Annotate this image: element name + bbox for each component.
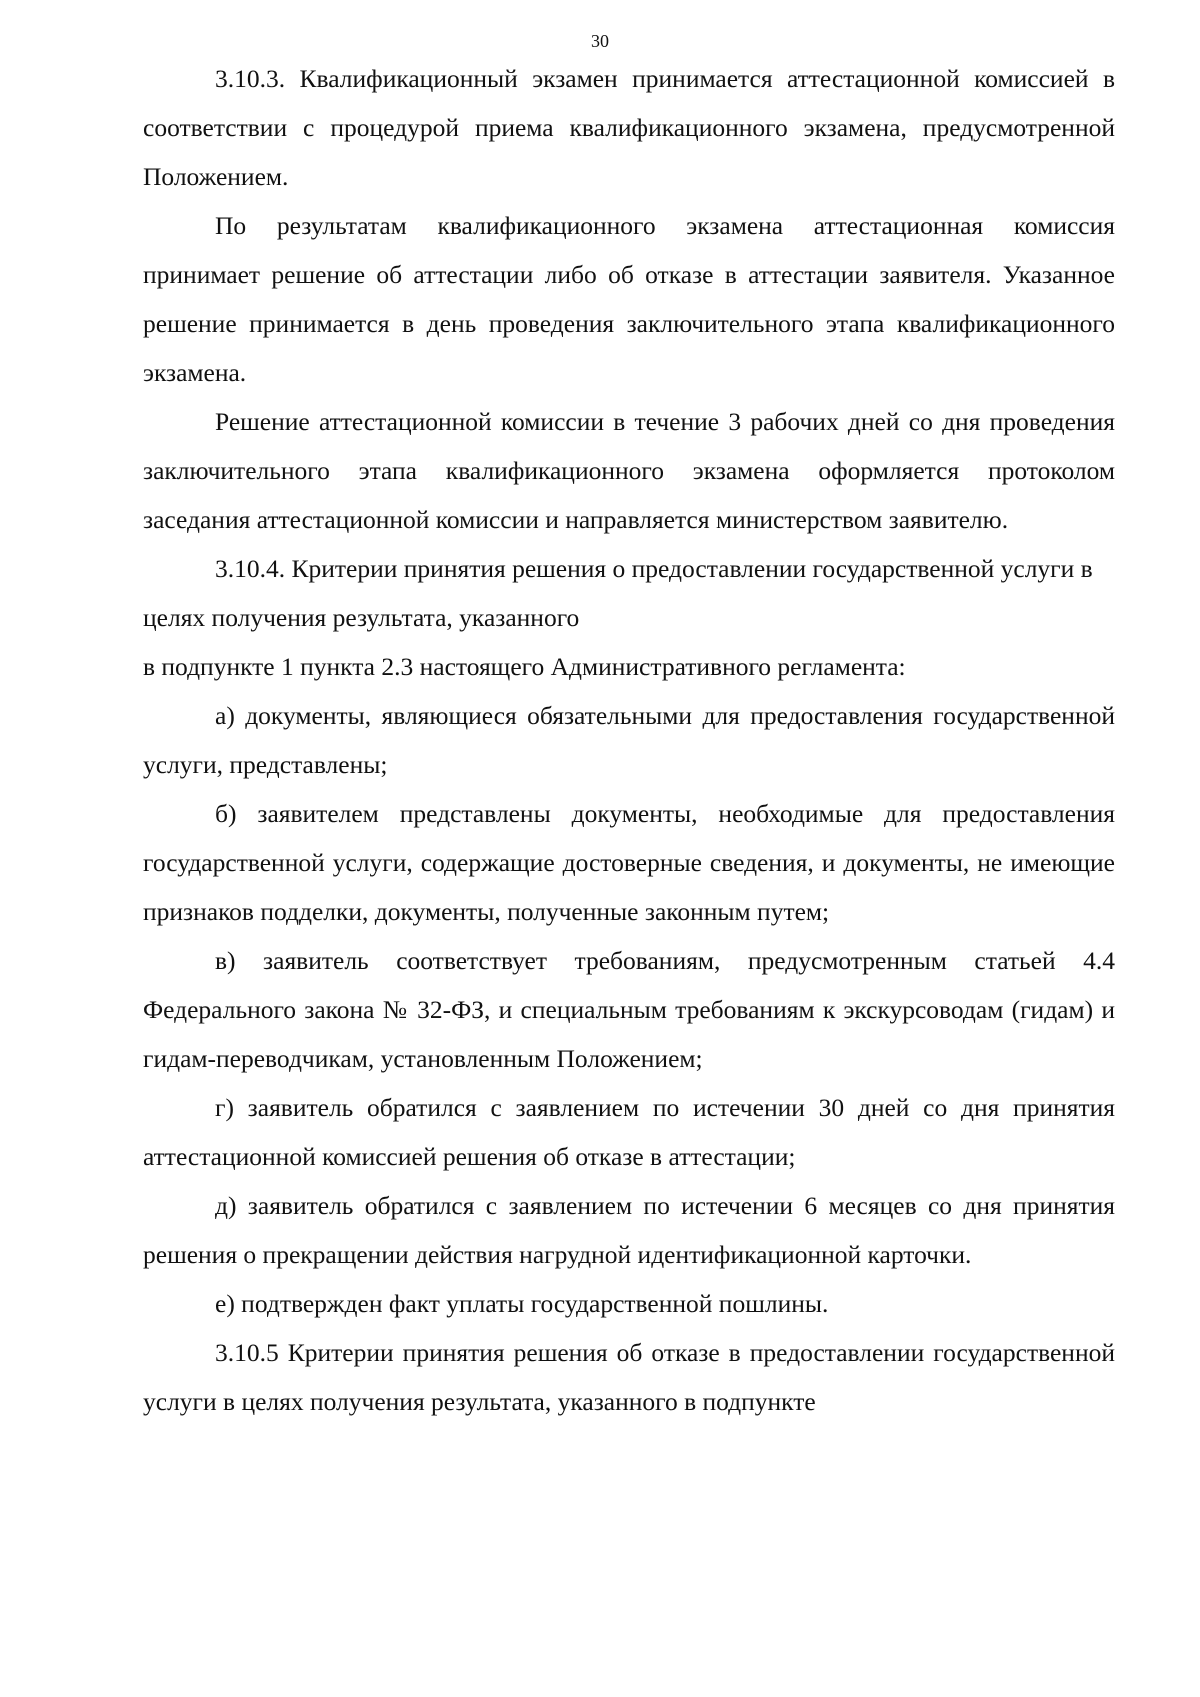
list-item-b: б) заявителем представлены документы, необходимые для предоставления государственной услуги, содержащие достоверные сведения, и документы, не имеющие признаков подделки, документы, полученные законным путем;	[143, 799, 1115, 926]
list-item-e: е) подтвержден факт уплаты государственной пошлины.	[215, 1289, 829, 1318]
list-item-v: в) заявитель соответствует требованиям, предусмотренным статьей 4.4 Федерального закона № 32-ФЗ, и специальным требованиям к экскурсоводам (гидам) и гидам-переводчикам, установленным Положением;	[143, 946, 1115, 1073]
paragraph-3-10-4: 3.10.4. Критерии принятия решения о предоставлении государственной услуги в целях получения результата, указанного	[143, 554, 1093, 632]
paragraph-exam-results: По результатам квалификационного экзамена аттестационная комиссия принимает решение об аттестации либо об отказе в аттестации заявителя. Указанное решение принимается в день проведения заключительного этапа квалификационного экзамена.	[143, 211, 1115, 387]
list-item-g: г) заявитель обратился с заявлением по истечении 30 дней со дня принятия аттестационной комиссией решения об отказе в аттестации;	[143, 1093, 1115, 1171]
page-number: 30	[591, 31, 609, 51]
list-item-a: а) документы, являющиеся обязательными для предоставления государственной услуги, представлены;	[143, 701, 1115, 779]
paragraph-commission-decision: Решение аттестационной комиссии в течение 3 рабочих дней со дня проведения заключительного этапа квалификационного экзамена оформляется протоколом заседания аттестационной комиссии и направляется министерством заявителю.	[143, 407, 1115, 534]
paragraph-3-10-3: 3.10.3. Квалификационный экзамен принимается аттестационной комиссией в соответствии с процедурой приема квалификационного экзамена, предусмотренной Положением.	[143, 64, 1115, 191]
list-item-d: д) заявитель обратился с заявлением по истечении 6 месяцев со дня принятия решения о прекращении действия нагрудной идентификационной карточки.	[143, 1191, 1115, 1269]
paragraph-3-10-5: 3.10.5 Критерии принятия решения об отказе в предоставлении государственной услуги в целях получения результата, указанного в подпункте	[143, 1338, 1115, 1416]
document-body	[143, 54, 1115, 1426]
paragraph-3-10-4-continued: в подпункте 1 пункта 2.3 настоящего Административного регламента:	[143, 652, 906, 681]
